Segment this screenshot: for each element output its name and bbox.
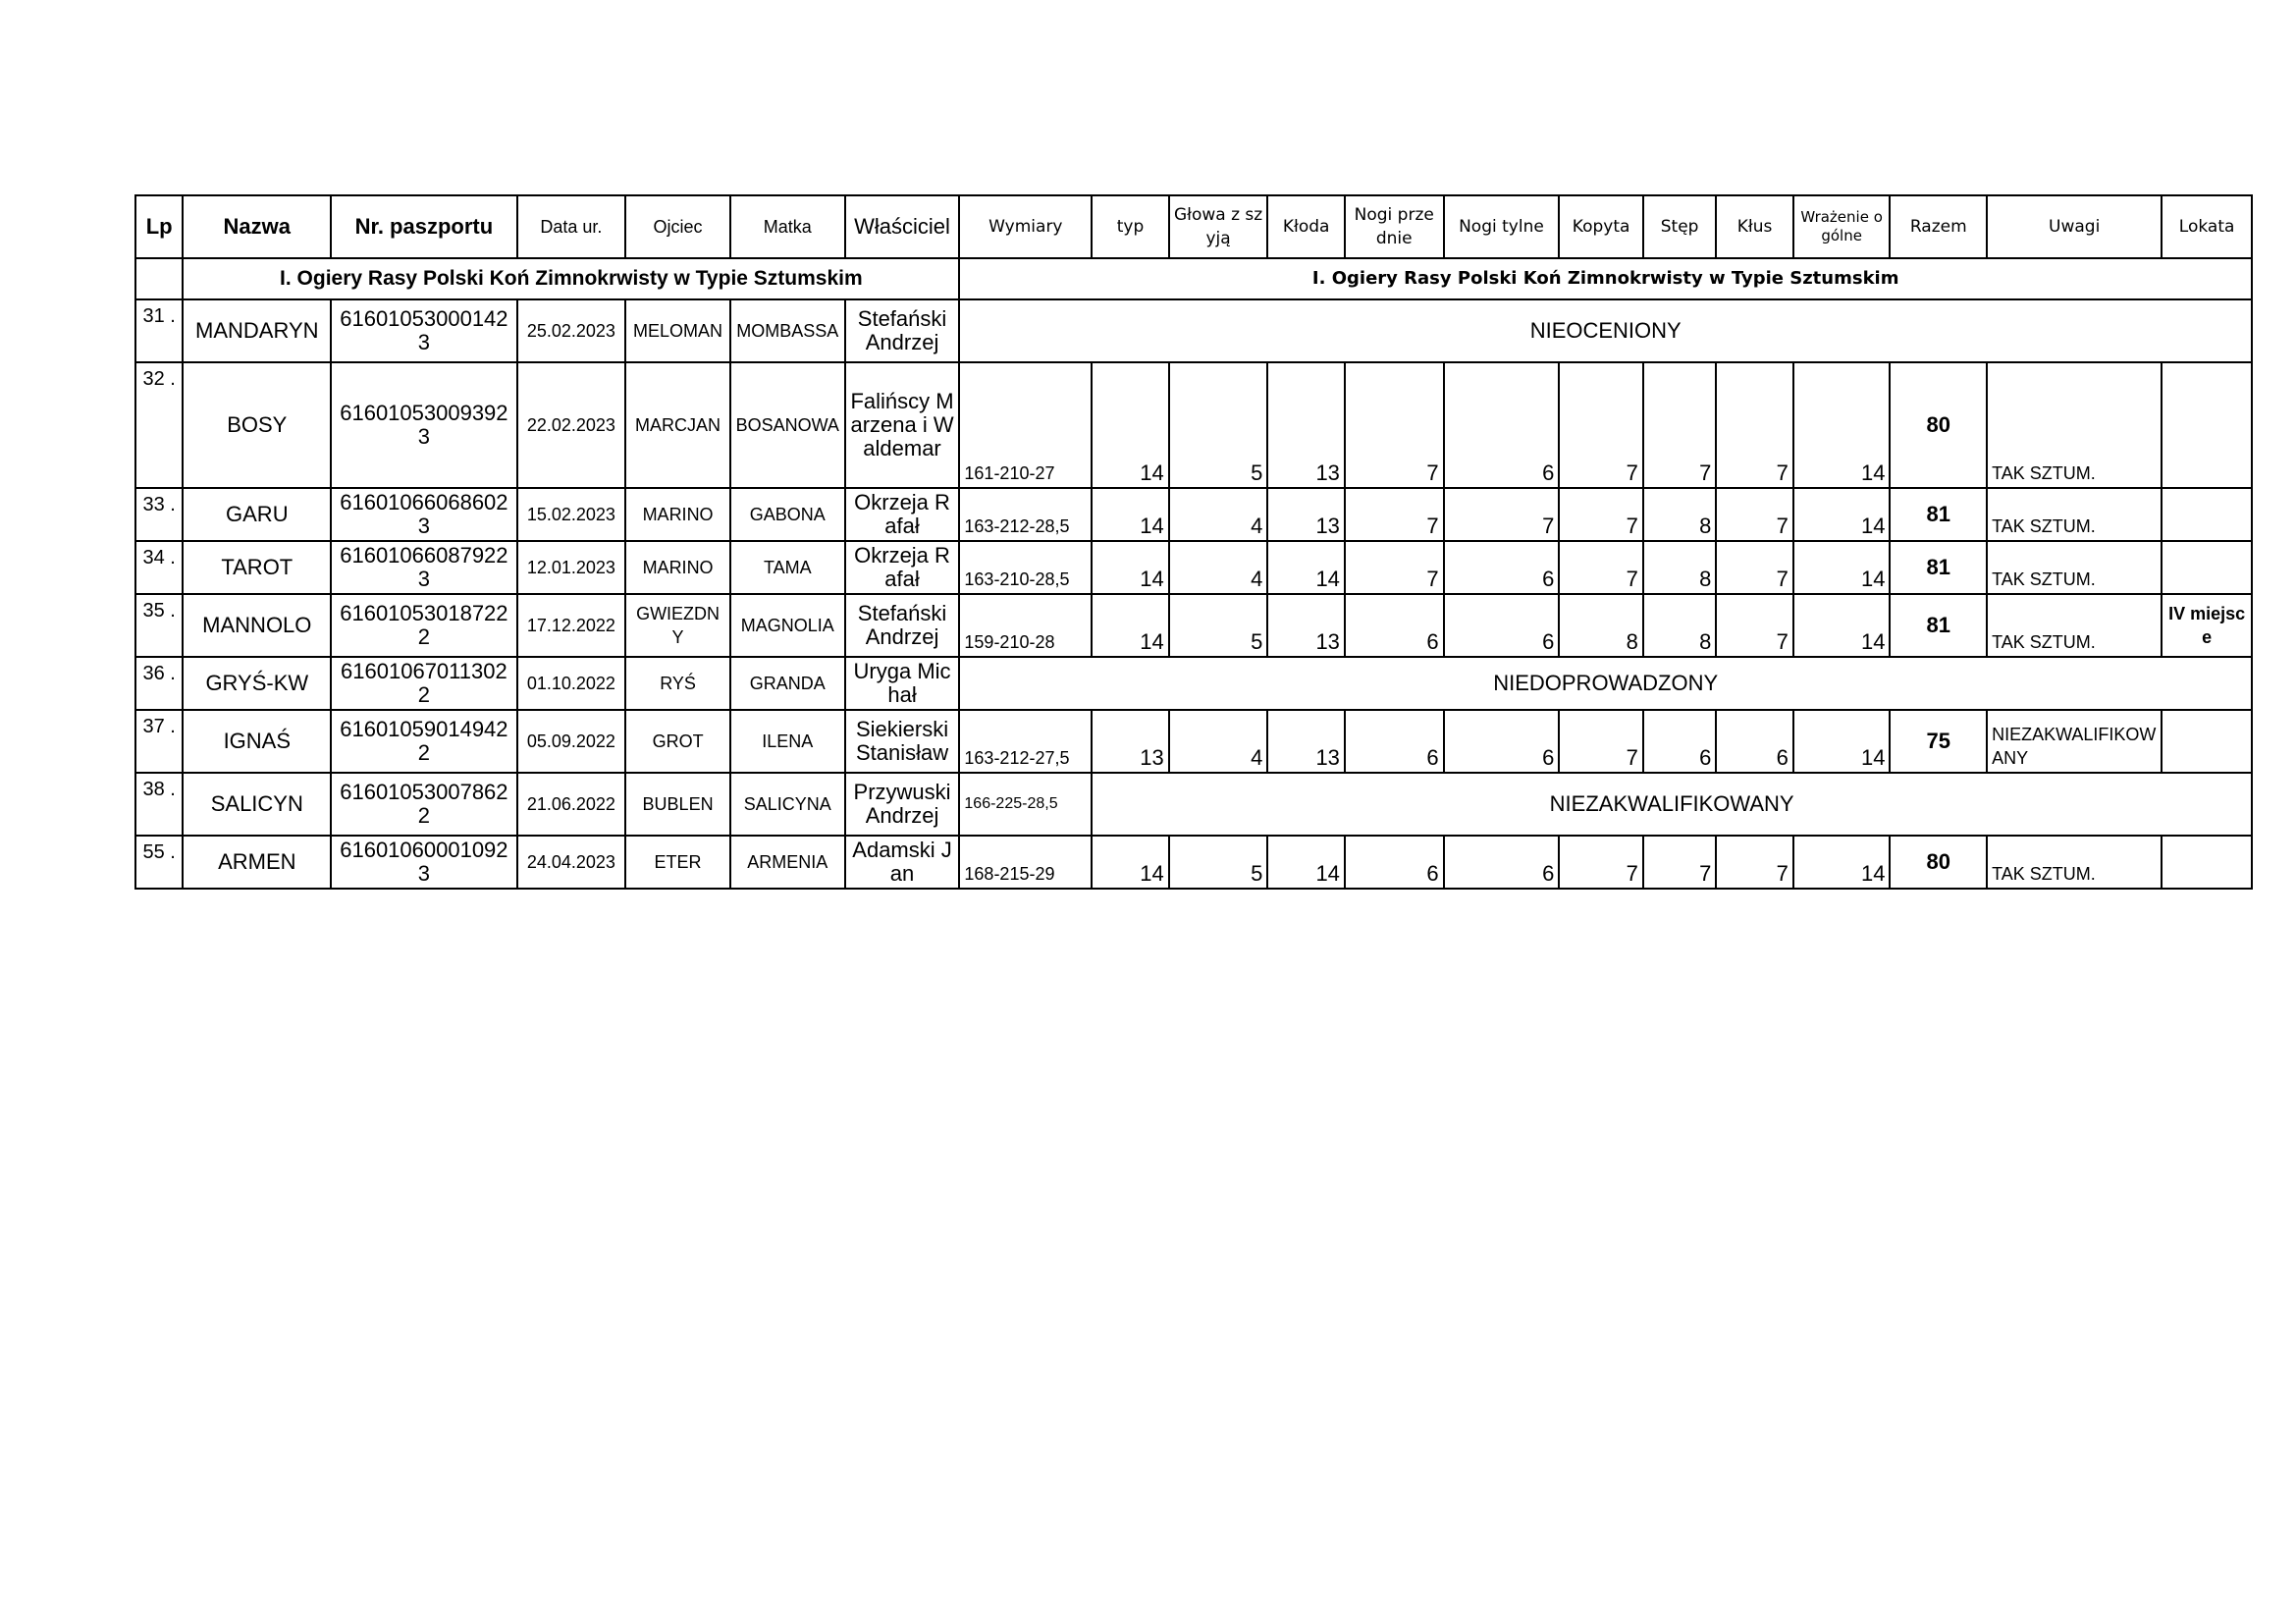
cell-glowa: 4 xyxy=(1169,541,1268,594)
cell-data: 01.10.2022 xyxy=(517,657,626,710)
cell-nogi-przednie: 6 xyxy=(1345,836,1444,889)
table-row xyxy=(135,594,2252,657)
status-cell: NIEOCENIONY xyxy=(959,299,2252,362)
cell-typ: 14 xyxy=(1092,594,1169,657)
cell-data: 17.12.2022 xyxy=(517,594,626,657)
cell-lokata xyxy=(2162,362,2252,488)
table-body xyxy=(135,299,2252,889)
cell-klus: 6 xyxy=(1716,710,1793,773)
cell-typ: 14 xyxy=(1092,362,1169,488)
cell-wymiary: 163-210-28,5 xyxy=(959,541,1092,594)
cell-step: 7 xyxy=(1643,836,1716,889)
section-row xyxy=(135,258,2252,299)
table-row xyxy=(135,299,2252,362)
cell-wrazenie: 14 xyxy=(1793,488,1891,541)
cell-wymiary: 161-210-27 xyxy=(959,362,1092,488)
cell-matka: BOSANOWA xyxy=(730,362,845,488)
cell-matka: MOMBASSA xyxy=(730,299,845,362)
cell-wymiary: 163-212-28,5 xyxy=(959,488,1092,541)
cell-matka: ARMENIA xyxy=(730,836,845,889)
cell-kloda: 14 xyxy=(1267,836,1345,889)
cell-kloda: 13 xyxy=(1267,362,1345,488)
cell-paszport: 616010600010923 xyxy=(331,836,516,889)
cell-nogi-tylne: 6 xyxy=(1444,541,1560,594)
cell-wlasciciel: Stefański Andrzej xyxy=(845,299,960,362)
cell-nazwa: SALICYN xyxy=(183,773,331,836)
cell-matka: GABONA xyxy=(730,488,845,541)
cell-glowa: 5 xyxy=(1169,836,1268,889)
cell-nogi-przednie: 6 xyxy=(1345,710,1444,773)
cell-nogi-tylne: 6 xyxy=(1444,362,1560,488)
col-wlasciciel: Właściciel xyxy=(845,195,960,258)
cell-typ: 13 xyxy=(1092,710,1169,773)
cell-step: 6 xyxy=(1643,710,1716,773)
cell-paszport: 616010530187222 xyxy=(331,594,516,657)
col-lp: Lp xyxy=(135,195,183,258)
table-row xyxy=(135,657,2252,710)
cell-razem: 80 xyxy=(1890,362,1987,488)
section-title-right: I. Ogiery Rasy Polski Koń Zimnokrwisty w Typie Sztumskim xyxy=(959,258,2252,299)
cell-wlasciciel: Okrzeja Rafał xyxy=(845,488,960,541)
cell-nogi-tylne: 6 xyxy=(1444,710,1560,773)
cell-wrazenie: 14 xyxy=(1793,710,1891,773)
cell-kloda: 13 xyxy=(1267,710,1345,773)
col-kloda: Kłoda xyxy=(1267,195,1345,258)
cell-nogi-tylne: 6 xyxy=(1444,594,1560,657)
cell-lp: 35 . xyxy=(135,594,183,657)
cell-kopyta: 7 xyxy=(1559,710,1643,773)
cell-klus: 7 xyxy=(1716,594,1793,657)
cell-nogi-przednie: 7 xyxy=(1345,488,1444,541)
col-wrazenie: Wrażenie ogólne xyxy=(1793,195,1891,258)
cell-nazwa: IGNAŚ xyxy=(183,710,331,773)
cell-nazwa: TAROT xyxy=(183,541,331,594)
cell-matka: GRANDA xyxy=(730,657,845,710)
cell-paszport: 616010660686023 xyxy=(331,488,516,541)
col-paszport: Nr. paszportu xyxy=(331,195,516,258)
cell-paszport: 616010590149422 xyxy=(331,710,516,773)
cell-nazwa: BOSY xyxy=(183,362,331,488)
cell-glowa: 4 xyxy=(1169,488,1268,541)
cell-nogi-przednie: 7 xyxy=(1345,362,1444,488)
cell-wlasciciel: Uryga Michał xyxy=(845,657,960,710)
evaluation-sheet xyxy=(134,194,2253,890)
cell-razem: 81 xyxy=(1890,488,1987,541)
cell-wrazenie: 14 xyxy=(1793,836,1891,889)
cell-paszport: 616010530001423 xyxy=(331,299,516,362)
col-typ: typ xyxy=(1092,195,1169,258)
stallion-evaluation-table xyxy=(134,194,2253,890)
cell-paszport: 616010530078622 xyxy=(331,773,516,836)
cell-ojciec: GROT xyxy=(625,710,730,773)
cell-nogi-przednie: 7 xyxy=(1345,541,1444,594)
cell-wymiary: 168-215-29 xyxy=(959,836,1092,889)
cell-lokata xyxy=(2162,541,2252,594)
cell-data: 22.02.2023 xyxy=(517,362,626,488)
cell-razem: 81 xyxy=(1890,594,1987,657)
cell-razem: 81 xyxy=(1890,541,1987,594)
table-row xyxy=(135,488,2252,541)
cell-uwagi: TAK SZTUM. xyxy=(1987,541,2162,594)
cell-data: 24.04.2023 xyxy=(517,836,626,889)
cell-nazwa: MANDARYN xyxy=(183,299,331,362)
cell-kopyta: 7 xyxy=(1559,488,1643,541)
cell-kloda: 14 xyxy=(1267,541,1345,594)
table-row xyxy=(135,773,2252,836)
cell-glowa: 5 xyxy=(1169,594,1268,657)
col-razem: Razem xyxy=(1890,195,1987,258)
cell-wrazenie: 14 xyxy=(1793,594,1891,657)
cell-wlasciciel: Falińscy Marzena i Waldemar xyxy=(845,362,960,488)
cell-razem: 75 xyxy=(1890,710,1987,773)
cell-kopyta: 7 xyxy=(1559,362,1643,488)
col-data: Data ur. xyxy=(517,195,626,258)
col-nogi-przednie: Nogi przednie xyxy=(1345,195,1444,258)
cell-matka: MAGNOLIA xyxy=(730,594,845,657)
cell-nogi-tylne: 7 xyxy=(1444,488,1560,541)
cell-nazwa: GARU xyxy=(183,488,331,541)
cell-kopyta: 7 xyxy=(1559,541,1643,594)
cell-data: 21.06.2022 xyxy=(517,773,626,836)
cell-ojciec: RYŚ xyxy=(625,657,730,710)
col-uwagi: Uwagi xyxy=(1987,195,2162,258)
col-nazwa: Nazwa xyxy=(183,195,331,258)
cell-matka: TAMA xyxy=(730,541,845,594)
cell-ojciec: MELOMAN xyxy=(625,299,730,362)
cell-wymiary: 159-210-28 xyxy=(959,594,1092,657)
cell-kloda: 13 xyxy=(1267,594,1345,657)
cell-lokata xyxy=(2162,710,2252,773)
table-row xyxy=(135,836,2252,889)
cell-wlasciciel: Adamski Jan xyxy=(845,836,960,889)
cell-wlasciciel: Stefański Andrzej xyxy=(845,594,960,657)
col-nogi-tylne: Nogi tylne xyxy=(1444,195,1560,258)
cell-nazwa: MANNOLO xyxy=(183,594,331,657)
cell-klus: 7 xyxy=(1716,362,1793,488)
cell-klus: 7 xyxy=(1716,541,1793,594)
cell-ojciec: MARINO xyxy=(625,541,730,594)
cell-step: 7 xyxy=(1643,362,1716,488)
col-kopyta: Kopyta xyxy=(1559,195,1643,258)
cell-ojciec: BUBLEN xyxy=(625,773,730,836)
cell-kopyta: 8 xyxy=(1559,594,1643,657)
cell-typ: 14 xyxy=(1092,488,1169,541)
cell-klus: 7 xyxy=(1716,836,1793,889)
cell-matka: ILENA xyxy=(730,710,845,773)
cell-klus: 7 xyxy=(1716,488,1793,541)
cell-nogi-przednie: 6 xyxy=(1345,594,1444,657)
cell-paszport: 616010670113022 xyxy=(331,657,516,710)
cell-data: 15.02.2023 xyxy=(517,488,626,541)
cell-uwagi: NIEZAKWALIFIKOWANY xyxy=(1987,710,2162,773)
cell-lokata xyxy=(2162,488,2252,541)
cell-wrazenie: 14 xyxy=(1793,541,1891,594)
cell-wlasciciel: Siekierski Stanisław xyxy=(845,710,960,773)
col-matka: Matka xyxy=(730,195,845,258)
cell-data: 25.02.2023 xyxy=(517,299,626,362)
cell-lokata: IV miejsce xyxy=(2162,594,2252,657)
cell-typ: 14 xyxy=(1092,541,1169,594)
cell-kloda: 13 xyxy=(1267,488,1345,541)
table-row xyxy=(135,710,2252,773)
cell-lokata xyxy=(2162,836,2252,889)
cell-step: 8 xyxy=(1643,541,1716,594)
cell-ojciec: MARCJAN xyxy=(625,362,730,488)
cell-matka: SALICYNA xyxy=(730,773,845,836)
cell-wlasciciel: Okrzeja Rafał xyxy=(845,541,960,594)
col-lokata: Lokata xyxy=(2162,195,2252,258)
header-row xyxy=(135,195,2252,258)
cell-data: 12.01.2023 xyxy=(517,541,626,594)
col-ojciec: Ojciec xyxy=(625,195,730,258)
cell-glowa: 4 xyxy=(1169,710,1268,773)
cell-lp: 32 . xyxy=(135,362,183,488)
cell-uwagi: TAK SZTUM. xyxy=(1987,488,2162,541)
table-row xyxy=(135,541,2252,594)
status-cell: NIEDOPROWADZONY xyxy=(959,657,2252,710)
cell-wymiary: 166-225-28,5 xyxy=(959,773,1092,836)
col-wymiary: Wymiary xyxy=(959,195,1092,258)
cell-lp: 36 . xyxy=(135,657,183,710)
cell-kopyta: 7 xyxy=(1559,836,1643,889)
cell-ojciec: ETER xyxy=(625,836,730,889)
cell-lp: 31 . xyxy=(135,299,183,362)
cell-nogi-tylne: 6 xyxy=(1444,836,1560,889)
cell-step: 8 xyxy=(1643,488,1716,541)
col-step: Stęp xyxy=(1643,195,1716,258)
col-glowa: Głowa z szyją xyxy=(1169,195,1268,258)
cell-lp: 37 . xyxy=(135,710,183,773)
cell-typ: 14 xyxy=(1092,836,1169,889)
cell-paszport: 616010660879223 xyxy=(331,541,516,594)
cell-uwagi: TAK SZTUM. xyxy=(1987,836,2162,889)
cell-lp: 34 . xyxy=(135,541,183,594)
cell-glowa: 5 xyxy=(1169,362,1268,488)
cell-wrazenie: 14 xyxy=(1793,362,1891,488)
table-row xyxy=(135,362,2252,488)
cell-step: 8 xyxy=(1643,594,1716,657)
cell-lp: 55 . xyxy=(135,836,183,889)
cell-nazwa: GRYŚ-KW xyxy=(183,657,331,710)
cell-lp: 33 . xyxy=(135,488,183,541)
section-title-left: I. Ogiery Rasy Polski Koń Zimnokrwisty w Typie Sztumskim xyxy=(183,258,959,299)
cell-uwagi: TAK SZTUM. xyxy=(1987,362,2162,488)
section-blank xyxy=(135,258,183,299)
cell-uwagi: TAK SZTUM. xyxy=(1987,594,2162,657)
status-cell: NIEZAKWALIFIKOWANY xyxy=(1092,773,2252,836)
cell-data: 05.09.2022 xyxy=(517,710,626,773)
cell-nazwa: ARMEN xyxy=(183,836,331,889)
cell-lp: 38 . xyxy=(135,773,183,836)
cell-wlasciciel: Przywuski Andrzej xyxy=(845,773,960,836)
col-klus: Kłus xyxy=(1716,195,1793,258)
cell-ojciec: MARINO xyxy=(625,488,730,541)
cell-paszport: 616010530093923 xyxy=(331,362,516,488)
cell-ojciec: GWIEZDNY xyxy=(625,594,730,657)
cell-razem: 80 xyxy=(1890,836,1987,889)
cell-wymiary: 163-212-27,5 xyxy=(959,710,1092,773)
